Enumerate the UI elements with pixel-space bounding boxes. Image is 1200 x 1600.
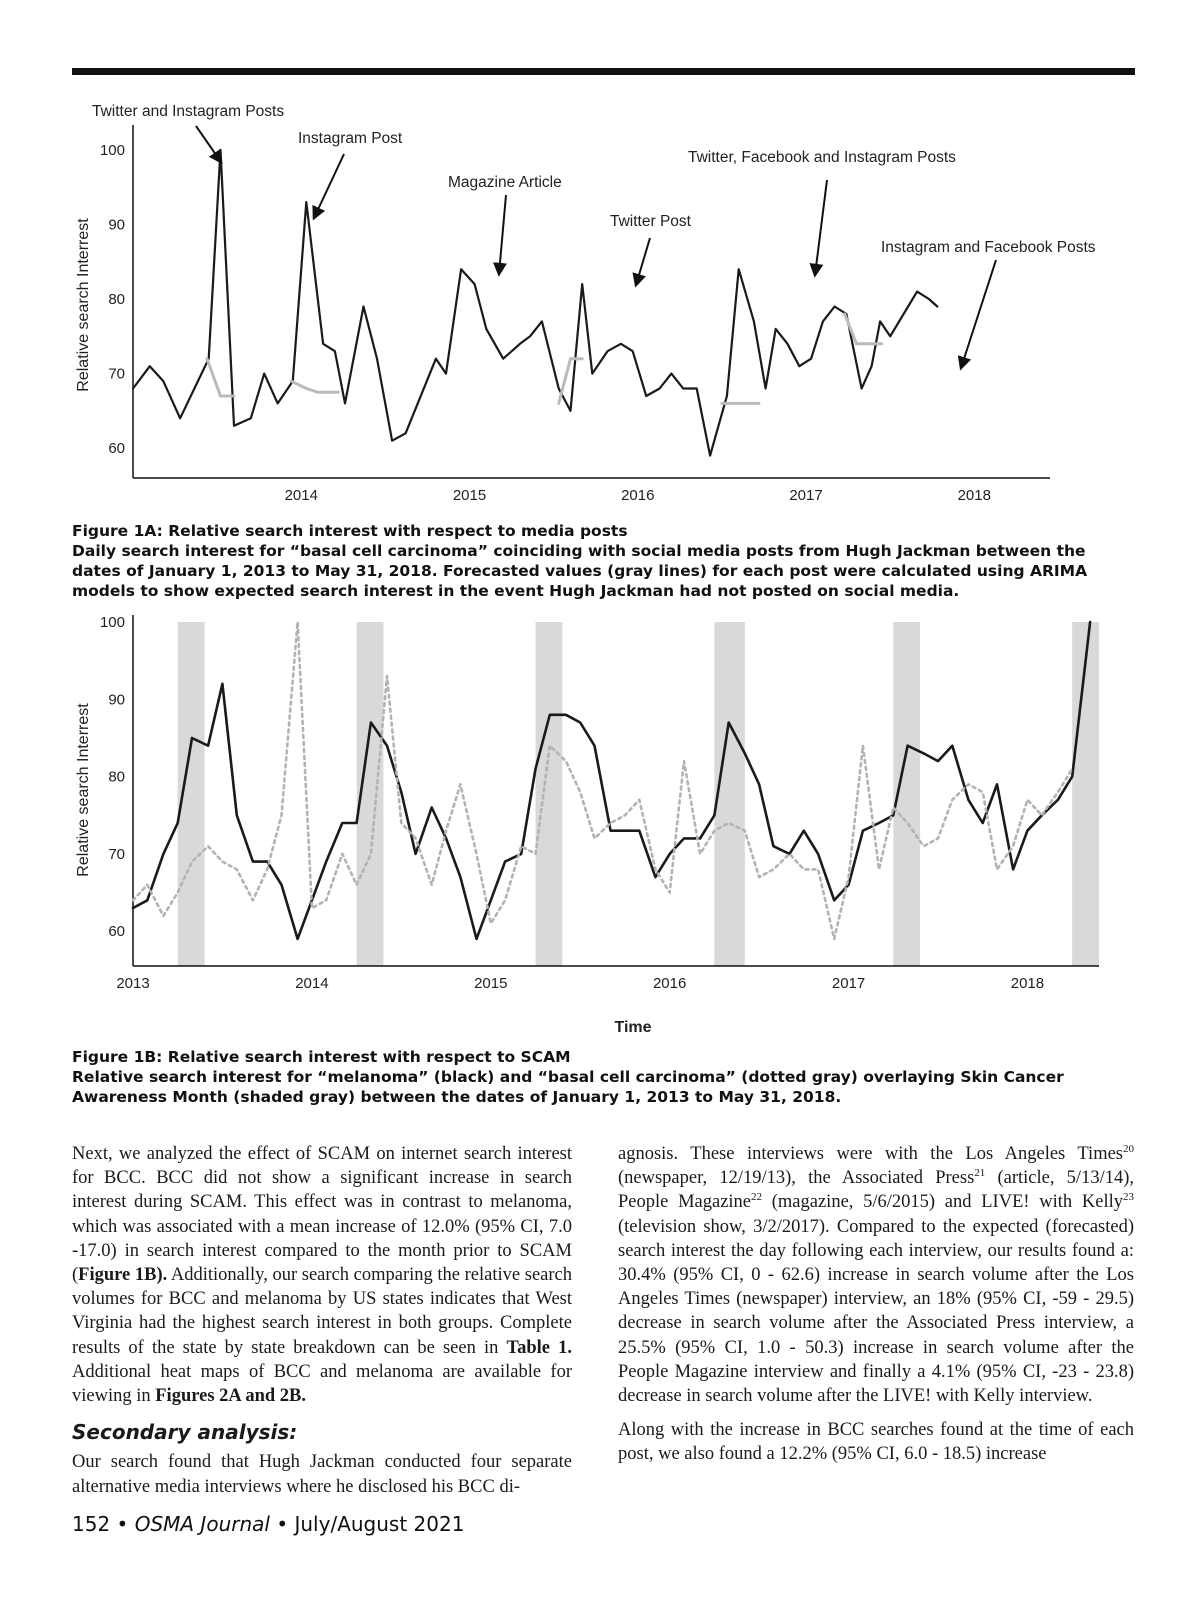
melanoma-series-line xyxy=(133,622,1090,939)
y-tick-label: 60 xyxy=(108,440,125,458)
figure-1b-caption-title: Figure 1B: Relative search interest with respect to SCAM xyxy=(72,1048,571,1066)
scam-shaded-band xyxy=(536,622,563,966)
figure-1a-caption xyxy=(72,521,1132,601)
issue-date: July/August 2021 xyxy=(294,1512,465,1536)
annotation-label: Twitter Post xyxy=(610,213,691,230)
annotation-label: Twitter, Facebook and Instagram Posts xyxy=(688,149,956,166)
x-tick-label: 2017 xyxy=(831,975,866,992)
citation-superscript: 21 xyxy=(974,1167,986,1180)
y-tick-label: 60 xyxy=(108,923,125,941)
citation-superscript: 20 xyxy=(1123,1142,1134,1155)
x-tick-label: 2014 xyxy=(295,975,329,992)
annotation-arrow xyxy=(961,260,996,368)
body-paragraph xyxy=(72,1142,572,1408)
observed-search-interest-line xyxy=(133,150,937,456)
journal-name: OSMA Journal xyxy=(134,1512,270,1536)
figure-1a-y-axis-label: Relative search Interrest xyxy=(75,218,92,392)
y-tick-label: 100 xyxy=(99,141,125,159)
body-paragraph: Along with the increase in BCC searches found at the time of each post, we also found a 12.2% (95% CI, 6.0 - 18.5) increase xyxy=(618,1420,1134,1465)
y-tick-label: 70 xyxy=(108,845,125,863)
figure-1b-chart xyxy=(0,615,1200,1035)
figure-1a-caption-body: Daily search interest for “basal cell carcinoma” coinciding with social media posts from Hugh Jackman between the dates of January 1, 2013 to May 31, 2018. Forecasted values (gray lines) for each post were calculated using ARIMA models to show expected search interest in the event Hugh Jackman had not posted on social media. xyxy=(72,542,1088,600)
body-text: Additionally, our search comparing the relative search volumes for BCC and melanoma by US states indicates that West Virginia had the highest search interest in both groups. Complete results of the state by state breakdown can be seen in xyxy=(72,1265,572,1358)
annotation-arrow xyxy=(636,238,650,285)
body-text: Additional heat maps of BCC and melanoma are available for viewing in xyxy=(72,1361,572,1407)
body-text: (magazine, 5/6/2015) and LIVE! with Kelly xyxy=(762,1192,1123,1213)
citation-superscript: 23 xyxy=(1122,1191,1134,1204)
y-tick-label: 70 xyxy=(108,365,125,383)
scam-shaded-band xyxy=(1072,622,1099,966)
x-tick-label: 2018 xyxy=(957,487,991,504)
body-column-right xyxy=(618,1142,1134,1477)
x-tick-label: 2015 xyxy=(474,975,508,992)
x-tick-label: 2017 xyxy=(789,487,823,504)
body-text: agnosis. These interviews were with the Los Angeles Times xyxy=(618,1144,1123,1164)
figure-1b-y-axis-label: Relative search Interrest xyxy=(75,703,92,877)
body-text: (article, 5/13/14), People Magazine xyxy=(618,1168,1134,1213)
y-tick-label: 80 xyxy=(108,768,125,786)
y-tick-label: 90 xyxy=(108,691,125,709)
figure-1a-chart xyxy=(0,90,1200,510)
figure-1b-caption-body: Relative search interest for “melanoma” (black) and “basal cell carcinoma” (dotted gray) overlaying Skin Cancer Awareness Month (shaded gray) between the dates of January 1, 2013 to May 31, 2018. xyxy=(72,1068,1064,1106)
page-number: 152 xyxy=(72,1512,111,1536)
y-tick-label: 100 xyxy=(99,615,125,631)
top-rule xyxy=(72,68,1135,75)
page-footer xyxy=(72,1512,464,1536)
table-reference: Table 1. xyxy=(506,1337,572,1358)
y-tick-label: 90 xyxy=(108,216,125,234)
annotation-label: Twitter and Instagram Posts xyxy=(92,103,285,120)
body-column-left xyxy=(72,1142,572,1509)
bcc-series-dotted-line xyxy=(133,622,1072,939)
footer-bullet: • xyxy=(276,1512,289,1536)
annotation-label: Instagram Post xyxy=(298,130,403,147)
body-text: Next, we analyzed the effect of SCAM on internet search interest for BCC. BCC did not show a significant increase in search interest during SCAM. This effect was in contrast to melanoma, which was associated with a mean increase of 12.0% (95% CI, 7.0 -17.0) in search interest compared to the month prior to SCAM ( xyxy=(72,1144,572,1286)
annotation-arrow xyxy=(499,195,506,274)
figure-reference: Figure 1B). xyxy=(78,1265,168,1286)
annotation-arrow xyxy=(815,180,827,275)
x-tick-label: 2016 xyxy=(621,487,655,504)
body-paragraph: Our search found that Hugh Jackman conducted four separate alternative media interviews where he disclosed his BCC di- xyxy=(72,1452,572,1497)
figure-1b-x-axis-label: Time xyxy=(614,1019,652,1035)
section-heading: Secondary analysis: xyxy=(72,1420,298,1445)
figure-1b-caption xyxy=(72,1047,1132,1107)
x-tick-label: 2013 xyxy=(116,975,150,992)
annotation-label: Instagram and Facebook Posts xyxy=(881,239,1096,256)
annotation-arrow xyxy=(314,154,344,218)
body-paragraph xyxy=(618,1142,1134,1408)
arima-forecast-line xyxy=(291,381,338,392)
y-tick-label: 80 xyxy=(108,291,125,309)
footer-bullet: • xyxy=(116,1512,129,1536)
body-text: (newspaper, 12/19/13), the Associated Press xyxy=(618,1168,975,1189)
annotation-arrow xyxy=(196,126,221,162)
x-tick-label: 2014 xyxy=(284,487,318,504)
citation-superscript: 22 xyxy=(751,1191,763,1204)
body-text: (television show, 3/2/2017). Compared to the expected (forecasted) search interest the day following each interview, our results found a: 30.4% (95% CI, 0 - 62.6) increase in search volume after the Los Angeles Times (newspaper) interview, an 18% (95% CI, -59 - 29.5) decrease in search volume after the Associated Press interview, a 25.5% (95% CI, 1.0 - 50.3) increase in search volume after the People Magazine interview and finally a 4.1% (95% CI, -23 - 23.8) decrease in search volume after the LIVE! with Kelly interview. xyxy=(618,1216,1134,1407)
x-tick-label: 2016 xyxy=(652,975,687,992)
figure-reference: Figures 2A and 2B. xyxy=(155,1386,307,1407)
x-tick-label: 2015 xyxy=(452,487,487,504)
annotation-label: Magazine Article xyxy=(448,174,562,191)
x-tick-label: 2018 xyxy=(1010,975,1045,992)
figure-1a-caption-title: Figure 1A: Relative search interest with respect to media posts xyxy=(72,522,628,540)
